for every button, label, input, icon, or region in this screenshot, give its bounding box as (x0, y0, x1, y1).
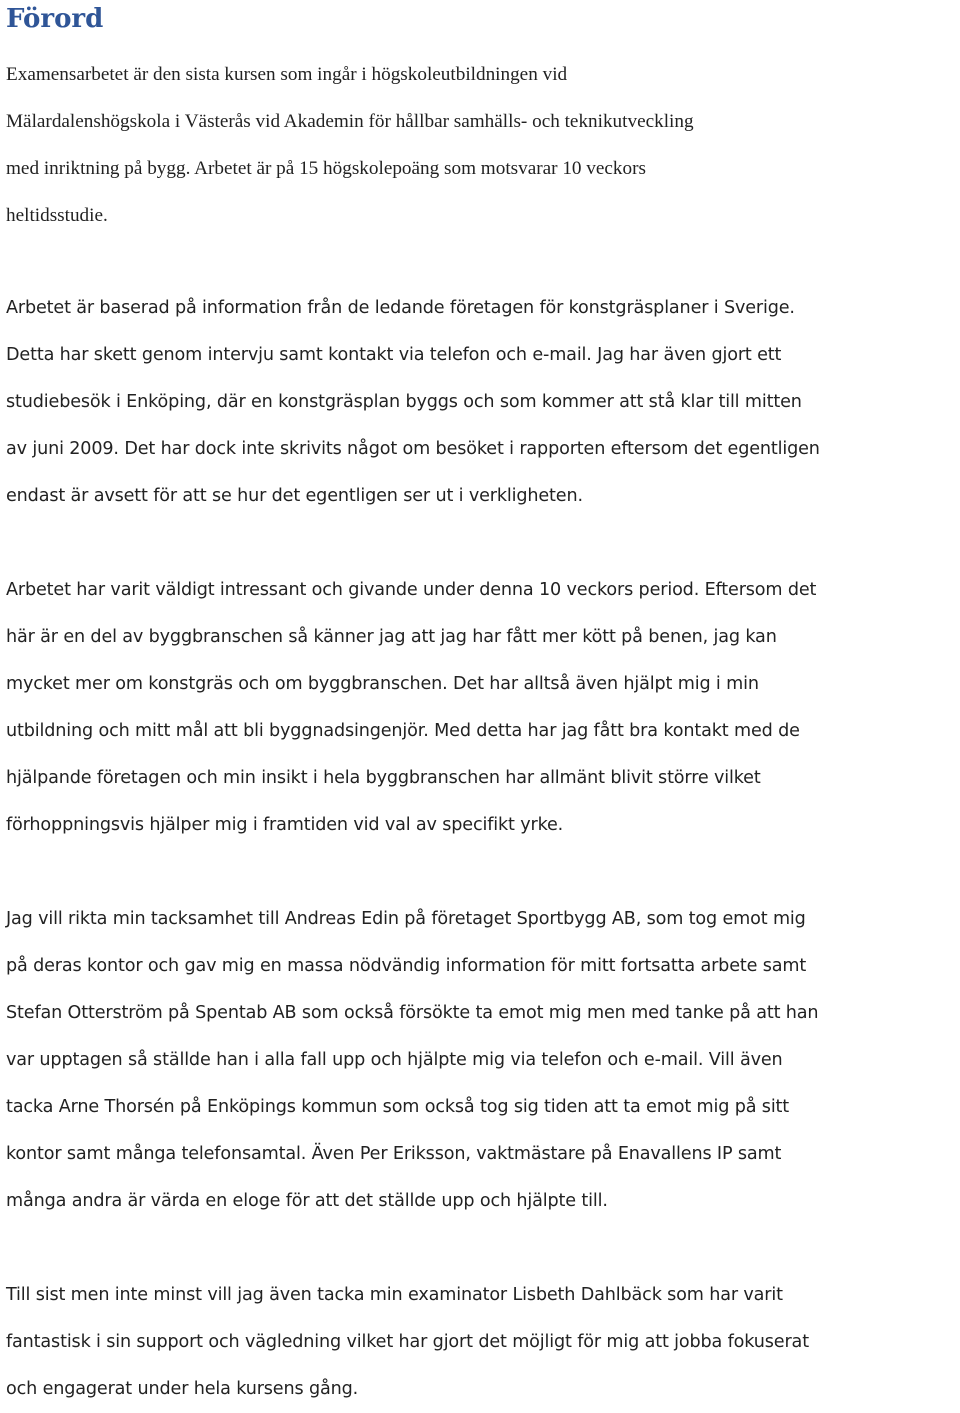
text-line: på deras kontor och gav mig en massa nödvändig information för mitt fortsatta arbete samt (6, 956, 807, 976)
text-line: hjälpande företagen och min insikt i hela byggbranschen har allmänt blivit större vilket (6, 768, 761, 788)
paragraph-experience (6, 567, 956, 849)
text-line: mycket mer om konstgräs och om byggbranschen. Det har alltså även hjälpt mig i min (6, 674, 759, 694)
text-line: med inriktning på bygg. Arbetet är på 15 högskolepoäng som motsvarar 10 veckors (6, 158, 646, 179)
text-line: kontor samt många telefonsamtal. Även Per Eriksson, vaktmästare på Enavallens IP samt (6, 1144, 782, 1164)
text-line: förhoppningsvis hjälper mig i framtiden vid val av specifikt yrke. (6, 815, 564, 835)
text-line: tacka Arne Thorsén på Enköpings kommun som också tog sig tiden att ta emot mig på sitt (6, 1097, 790, 1117)
text-line: Till sist men inte minst vill jag även tacka min examinator Lisbeth Dahlbäck som har varit (6, 1285, 783, 1305)
text-line: Stefan Otterström på Spentab AB som också försökte ta emot mig men med tanke på att han (6, 1003, 819, 1023)
text-line: studiebesök i Enköping, där en konstgräsplan byggs och som kommer att stå klar till mitten (6, 392, 802, 412)
text-line: många andra är värda en eloge för att det ställde upp och hjälpte till. (6, 1191, 608, 1211)
text-line: här är en del av byggbranschen så känner jag att jag har fått mer kött på benen, jag kan (6, 627, 777, 647)
text-line: Examensarbetet är den sista kursen som ingår i högskoleutbildningen vid (6, 64, 568, 85)
text-line: och engagerat under hela kursens gång. (6, 1379, 359, 1399)
paragraph-intro (6, 51, 956, 239)
text-line: utbildning och mitt mål att bli byggnadsingenjör. Med detta har jag fått bra kontakt med de (6, 721, 800, 741)
text-line: Arbetet har varit väldigt intressant och givande under denna 10 veckors period. Eftersom det (6, 580, 817, 600)
page-title: Förord (6, 4, 104, 34)
document-page (6, 0, 956, 1413)
text-line: endast är avsett för att se hur det egentligen ser ut i verkligheten. (6, 486, 583, 506)
text-line: Detta har skett genom intervju samt kontakt via telefon och e-mail. Jag har även gjort ett (6, 345, 782, 365)
text-line: fantastisk i sin support och vägledning vilket har gjort det möjligt för mig att jobba fokuserat (6, 1332, 809, 1352)
paragraph-examiner (6, 1272, 956, 1413)
text-line: Jag vill rikta min tacksamhet till Andreas Edin på företaget Sportbygg AB, som tog emot mig (6, 909, 806, 929)
text-line: var upptagen så ställde han i alla fall upp och hjälpte mig via telefon och e-mail. Vill även (6, 1050, 783, 1070)
text-line: Mälardalenshögskola i Västerås vid Akademin för hållbar samhälls- och teknikutveckling (6, 111, 694, 132)
paragraph-thanks (6, 896, 956, 1225)
text-line: av juni 2009. Det har dock inte skrivits något om besöket i rapporten eftersom det egentligen (6, 439, 820, 459)
text-line: heltidsstudie. (6, 205, 108, 226)
text-line: Arbetet är baserad på information från de ledande företagen för konstgräsplaner i Sverige. (6, 298, 795, 318)
paragraph-sources (6, 285, 956, 520)
